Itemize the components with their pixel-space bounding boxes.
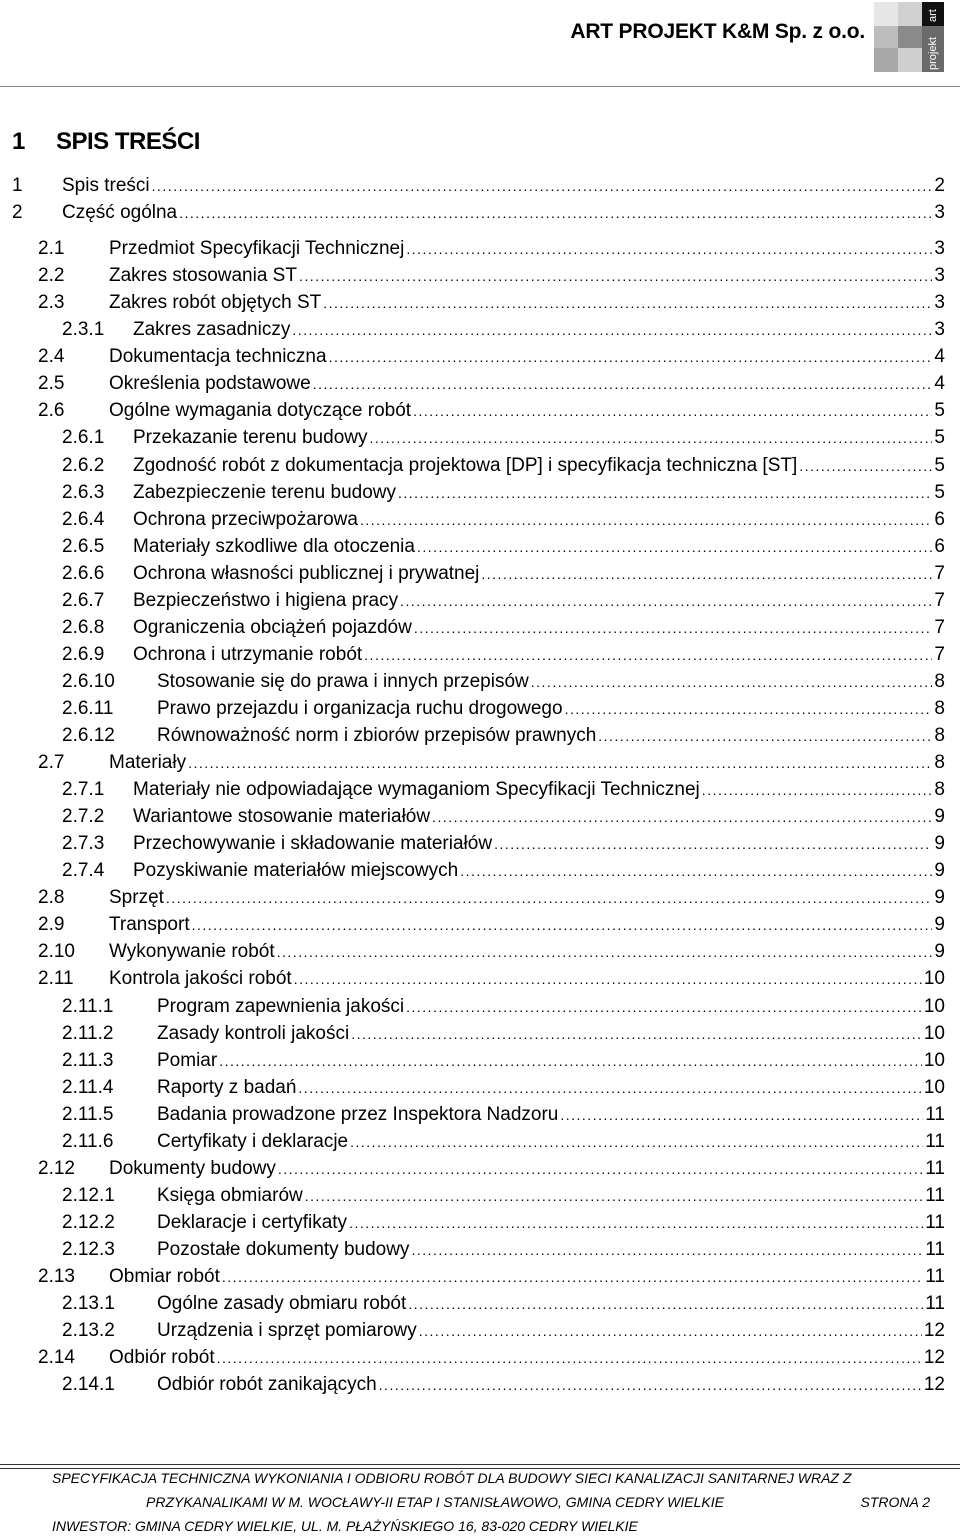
toc-entry-number: 2.12.3 xyxy=(62,1238,115,1260)
toc-entry[interactable] xyxy=(0,830,960,857)
toc-entry-page: 7 xyxy=(934,589,945,611)
toc-dot-leader xyxy=(413,398,932,425)
toc-entry[interactable] xyxy=(0,614,960,641)
toc-entry-title: Ogólne zasady obmiaru robót xyxy=(157,1293,407,1315)
toc-entry-number: 2.3 xyxy=(38,292,65,314)
toc-dot-leader xyxy=(417,534,932,561)
toc-dot-leader xyxy=(360,507,932,534)
toc-entry[interactable] xyxy=(0,722,960,749)
toc-entry-page: 4 xyxy=(934,373,945,395)
toc-entry-page: 3 xyxy=(934,319,945,341)
toc-dot-leader xyxy=(406,994,922,1021)
toc-entry[interactable] xyxy=(0,1101,960,1128)
toc-dot-leader xyxy=(702,777,933,804)
toc-entry[interactable] xyxy=(0,1263,960,1290)
toc-entry-number: 2.10 xyxy=(38,941,75,963)
footer-investor: INWESTOR: GMINA CEDRY WIELKIE, UL. M. PŁAŻYŃSKIEGO 16, 83-020 CEDRY WIELKIE xyxy=(52,1518,638,1534)
toc-entry[interactable] xyxy=(0,397,960,424)
toc-entry-page: 10 xyxy=(923,1022,945,1044)
toc-entry[interactable] xyxy=(0,533,960,560)
toc-dot-leader xyxy=(432,804,932,831)
toc-dot-leader xyxy=(278,1156,923,1183)
toc-entry-number: 2.6.3 xyxy=(62,481,105,503)
toc-entry-title: Księga obmiarów xyxy=(157,1184,303,1206)
toc-dot-leader xyxy=(217,1345,922,1372)
toc-entry-title: Wariantowe stosowanie materiałów xyxy=(133,806,431,828)
toc-entry-page: 7 xyxy=(934,643,945,665)
toc-dot-leader xyxy=(414,615,933,642)
toc-entry[interactable] xyxy=(0,199,960,226)
toc-entry-title: Przekazanie terenu budowy xyxy=(133,427,368,449)
toc-entry-title: Dokumentacja techniczna xyxy=(109,346,327,368)
toc-entry-title: Ograniczenia obciążeń pojazdów xyxy=(133,616,412,638)
toc-entry[interactable] xyxy=(0,370,960,397)
toc-entry-number: 2.14.1 xyxy=(62,1374,115,1396)
toc-entry-page: 4 xyxy=(934,346,945,368)
toc-entry-title: Zgodność robót z dokumentacja projektowa [DP] i specyfikacja techniczna [ST] xyxy=(133,454,798,476)
toc-entry[interactable] xyxy=(0,452,960,479)
toc-entry[interactable] xyxy=(0,1344,960,1371)
toc-dot-leader xyxy=(408,1291,923,1318)
toc-entry-title: Raporty z badań xyxy=(157,1076,297,1098)
toc-entry-number: 2.13.1 xyxy=(62,1293,115,1315)
toc-entry-title: Pozostałe dokumenty budowy xyxy=(157,1238,410,1260)
toc-entry-page: 10 xyxy=(923,1049,945,1071)
toc-entry[interactable] xyxy=(0,1209,960,1236)
toc-entry-number: 2.8 xyxy=(38,887,65,909)
toc-entry[interactable] xyxy=(0,749,960,776)
toc-entry[interactable] xyxy=(0,343,960,370)
toc-dot-leader xyxy=(329,344,933,371)
toc-entry-page: 3 xyxy=(934,202,945,224)
toc-entry-title: Ochrona własności publicznej i prywatnej xyxy=(133,562,480,584)
logo-word-art: art xyxy=(927,9,939,22)
toc-entry[interactable] xyxy=(0,262,960,289)
toc-dot-leader xyxy=(323,290,932,317)
toc-entry-page: 9 xyxy=(934,914,945,936)
company-logo xyxy=(874,2,946,72)
toc-entry-number: 2.7.4 xyxy=(62,860,105,882)
toc-dot-leader xyxy=(299,263,932,290)
company-name: ART PROJEKT K&M Sp. z o.o. xyxy=(570,20,865,43)
toc-entry[interactable] xyxy=(0,1371,960,1398)
toc-entry-page: 5 xyxy=(934,454,945,476)
toc-entry-number: 2 xyxy=(12,202,23,224)
toc-dot-leader xyxy=(166,885,933,912)
toc-entry-number: 2.6.1 xyxy=(62,427,105,449)
toc-entry-page: 11 xyxy=(925,1293,945,1315)
toc-entry[interactable] xyxy=(0,1047,960,1074)
toc-entry[interactable] xyxy=(0,695,960,722)
toc-dot-leader xyxy=(351,1021,922,1048)
footer-divider-2 xyxy=(0,1468,960,1469)
toc-entry-number: 2.3.1 xyxy=(62,319,105,341)
toc-entry-number: 2.12.1 xyxy=(62,1184,115,1206)
toc-entry-page: 12 xyxy=(923,1374,945,1396)
toc-entry-title: Badania prowadzone przez Inspektora Nadzoru xyxy=(157,1103,559,1125)
toc-entry[interactable] xyxy=(0,668,960,695)
toc-entry-page: 8 xyxy=(934,725,945,746)
toc-entry-title: Pozyskiwanie materiałów miejscowych xyxy=(133,860,459,882)
toc-dot-leader xyxy=(369,425,932,452)
toc-dot-leader xyxy=(565,696,933,723)
toc-entry-title: Wykonywanie robót xyxy=(109,941,275,963)
toc-entry-title: Ochrona przeciwpożarowa xyxy=(133,508,358,530)
toc-entry[interactable] xyxy=(0,424,960,451)
toc-entry-number: 2.6.11 xyxy=(62,697,114,719)
toc-entry[interactable] xyxy=(0,316,960,343)
toc-entry-page: 12 xyxy=(923,1347,945,1369)
toc-entry-number: 2.7.2 xyxy=(62,806,105,828)
toc-dot-leader xyxy=(349,1210,923,1237)
toc-entry-number: 2.11 xyxy=(38,968,74,990)
toc-entry-title: Zakres zasadniczy xyxy=(133,319,291,341)
toc-entry-title: Odbiór robót xyxy=(109,1347,215,1369)
toc-entry-page: 8 xyxy=(934,670,945,692)
toc-entry-title: Zasady kontroli jakości xyxy=(157,1022,350,1044)
toc-entry-page: 10 xyxy=(923,995,945,1017)
toc-entry-page: 11 xyxy=(925,1130,945,1152)
toc-entry-page: 3 xyxy=(934,292,945,314)
toc-entry[interactable] xyxy=(0,479,960,506)
toc-dot-leader xyxy=(598,723,932,750)
toc-entry-title: Program zapewnienia jakości xyxy=(157,995,405,1017)
toc-entry-title: Certyfikaty i deklaracje xyxy=(157,1130,349,1152)
toc-entry-page: 11 xyxy=(925,1184,945,1206)
toc-dot-leader xyxy=(379,1372,922,1399)
toc-entry-title: Dokumenty budowy xyxy=(109,1157,276,1179)
toc-dot-leader xyxy=(152,173,933,200)
toc-entry[interactable] xyxy=(0,506,960,533)
toc-entry-page: 11 xyxy=(925,1211,945,1233)
toc-entry-title: Ogólne wymagania dotyczące robót xyxy=(109,400,412,422)
toc-entry-number: 2.7.3 xyxy=(62,833,105,855)
toc-entry-title: Urządzenia i sprzęt pomiarowy xyxy=(157,1320,417,1342)
toc-dot-leader xyxy=(799,453,932,480)
toc-entry[interactable] xyxy=(0,1020,960,1047)
toc-entry[interactable] xyxy=(0,1290,960,1317)
toc-entry-number: 2.6.4 xyxy=(62,508,105,530)
page-header xyxy=(0,0,960,80)
toc-entry-number: 1 xyxy=(12,175,23,196)
toc-dot-leader xyxy=(298,1075,921,1102)
toc-entry-number: 2.7 xyxy=(38,752,65,774)
toc-entry-page: 11 xyxy=(925,1266,945,1287)
toc-entry-number: 2.6.8 xyxy=(62,616,105,638)
toc-dot-leader xyxy=(192,912,933,939)
toc-entry-title: Przedmiot Specyfikacji Technicznej xyxy=(109,238,405,260)
toc-entry-page: 7 xyxy=(934,562,945,584)
toc-entry-title: Deklaracje i certyfikaty xyxy=(157,1211,348,1233)
heading-number: 1 xyxy=(12,128,25,155)
toc-entry-page: 9 xyxy=(934,887,945,909)
toc-dot-leader xyxy=(222,1264,923,1291)
toc-entry[interactable] xyxy=(0,1128,960,1155)
page-footer xyxy=(0,1470,960,1538)
toc-entry[interactable] xyxy=(0,884,960,911)
toc-entry-number: 2.2 xyxy=(38,265,65,287)
toc-dot-leader xyxy=(179,200,932,227)
toc-dot-leader xyxy=(419,1318,922,1345)
footer-page-number: STRONA 2 xyxy=(860,1494,930,1510)
toc-dot-leader xyxy=(481,561,932,588)
toc-entry[interactable] xyxy=(0,857,960,884)
toc-entry-page: 9 xyxy=(934,860,945,882)
toc-dot-leader xyxy=(305,1183,924,1210)
toc-entry-title: Transport xyxy=(109,914,190,936)
toc-entry[interactable] xyxy=(0,911,960,938)
toc-dot-leader xyxy=(313,371,933,398)
logo-word-projekt: projekt xyxy=(927,36,939,70)
toc-dot-leader xyxy=(292,317,932,344)
toc-dot-leader xyxy=(406,236,932,263)
toc-entry-number: 2.6.2 xyxy=(62,454,105,476)
toc-entry-number: 2.12 xyxy=(38,1157,75,1179)
toc-entry-title: Prawo przejazdu i organizacja ruchu drogowego xyxy=(157,697,563,719)
toc-entry-title: Ochrona i utrzymanie robót xyxy=(133,643,363,665)
toc-entry-page: 9 xyxy=(934,833,945,855)
toc-entry[interactable] xyxy=(0,1155,960,1182)
toc-entry-title: Określenia podstawowe xyxy=(109,373,311,395)
header-divider xyxy=(0,86,960,87)
toc-entry-number: 2.13.2 xyxy=(62,1320,115,1342)
toc-entry-number: 2.11.2 xyxy=(62,1022,114,1044)
toc-entry-title: Materiały xyxy=(109,752,187,774)
toc-entry-number: 2.11.5 xyxy=(62,1103,114,1125)
toc-entry-page: 9 xyxy=(934,941,945,963)
toc-entry-number: 2.11.4 xyxy=(62,1076,114,1098)
toc-dot-leader xyxy=(294,966,922,993)
heading-title: SPIS TREŚCI xyxy=(56,128,200,155)
toc-entry-title: Przechowywanie i składowanie materiałów xyxy=(133,833,493,855)
toc-entry-page: 6 xyxy=(934,535,945,557)
toc-entry-number: 2.14 xyxy=(38,1347,75,1369)
toc-entry[interactable] xyxy=(0,803,960,830)
toc-entry-title: Zakres stosowania ST xyxy=(109,265,297,287)
toc-entry-number: 2.6.10 xyxy=(62,670,115,692)
toc-entry-number: 2.13 xyxy=(38,1266,75,1287)
toc-entry-number: 2.6.12 xyxy=(62,725,115,746)
toc-entry[interactable] xyxy=(0,560,960,587)
toc-dot-leader xyxy=(411,1237,923,1264)
toc-entry-title: Równoważność norm i zbiorów przepisów prawnych xyxy=(157,725,597,746)
toc-entry-number: 2.7.1 xyxy=(62,779,105,801)
toc-entry[interactable] xyxy=(0,776,960,803)
toc-entry-number: 2.6.5 xyxy=(62,535,105,557)
toc-entry-page: 8 xyxy=(934,752,945,774)
footer-title-line-1: SPECYFIKACJA TECHNICZNA WYKONIANIA I ODBIORU ROBÓT DLA BUDOWY SIECI KANALIZACJI SANITARNEJ WRAZ Z xyxy=(52,1470,852,1486)
toc-entry-title: Stosowanie się do prawa i innych przepisów xyxy=(157,670,529,692)
toc-dot-leader xyxy=(460,858,932,885)
toc-dot-leader xyxy=(400,588,932,615)
toc-entry-page: 10 xyxy=(923,968,945,990)
toc-entry-number: 2.12.2 xyxy=(62,1211,115,1233)
toc-entry-number: 2.6 xyxy=(38,400,65,422)
toc-entry-page: 5 xyxy=(934,400,945,422)
toc-entry-page: 10 xyxy=(923,1076,945,1098)
toc-entry-title: Obmiar robót xyxy=(109,1266,220,1287)
toc-entry-title: Zabezpieczenie terenu budowy xyxy=(133,481,397,503)
toc-entry[interactable] xyxy=(0,993,960,1020)
toc-dot-leader xyxy=(560,1102,923,1129)
footer-title-line-2: PRZYKANALIKAMI W M. WOCŁAWY-II ETAP I STANISŁAWOWO, GMINA CEDRY WIELKIE xyxy=(146,1494,724,1510)
toc-entry-number: 2.6.6 xyxy=(62,562,105,584)
toc-entry-page: 11 xyxy=(925,1238,945,1260)
toc-entry[interactable] xyxy=(0,172,960,199)
toc-entry-page: 9 xyxy=(934,806,945,828)
toc-dot-leader xyxy=(188,750,932,777)
toc-entry-title: Spis treści xyxy=(62,175,150,196)
toc-entry-number: 2.9 xyxy=(38,914,65,936)
toc-entry[interactable] xyxy=(0,1074,960,1101)
toc-entry-page: 8 xyxy=(934,697,945,719)
toc-entry-page: 8 xyxy=(934,779,945,801)
toc-entry-title: Materiały szkodliwe dla otoczenia xyxy=(133,535,415,557)
toc-entry-page: 5 xyxy=(934,481,945,503)
toc-entry-page: 3 xyxy=(934,265,945,287)
toc-entry-page: 11 xyxy=(925,1103,945,1125)
toc-entry-title: Zakres robót objętych ST xyxy=(109,292,322,314)
toc-entry-page: 3 xyxy=(934,238,945,260)
toc-dot-leader xyxy=(277,939,933,966)
toc-entry-number: 2.1 xyxy=(38,238,65,260)
toc-entry-number: 2.5 xyxy=(38,373,65,395)
toc-entry[interactable] xyxy=(0,965,960,992)
toc-entry-title: Kontrola jakości robót xyxy=(109,968,292,990)
toc-dot-leader xyxy=(364,642,932,669)
toc-entry-number: 2.11.1 xyxy=(62,995,114,1017)
toc-entry-page: 12 xyxy=(923,1320,945,1342)
toc-entry[interactable] xyxy=(0,235,960,262)
toc-dot-leader xyxy=(398,480,932,507)
footer-divider xyxy=(0,1464,960,1465)
toc-dot-leader xyxy=(350,1129,923,1156)
toc-entry-page: 5 xyxy=(934,427,945,449)
toc-dot-leader xyxy=(531,669,933,696)
toc-entry-page: 2 xyxy=(934,175,945,196)
toc-entry-title: Sprzęt xyxy=(109,887,164,909)
toc-entry-title: Część ogólna xyxy=(62,202,178,224)
toc-entry[interactable] xyxy=(0,1182,960,1209)
toc-entry-number: 2.6.9 xyxy=(62,643,105,665)
toc-heading xyxy=(12,128,200,156)
toc-entry-page: 7 xyxy=(934,616,945,638)
toc-entry[interactable] xyxy=(0,289,960,316)
toc-entry-title: Pomiar xyxy=(157,1049,218,1071)
toc-entry-number: 2.11.3 xyxy=(62,1049,114,1071)
toc-entry[interactable] xyxy=(0,587,960,614)
toc-entry[interactable] xyxy=(0,1317,960,1344)
toc-entry-number: 2.11.6 xyxy=(62,1130,114,1152)
toc-entry-page: 11 xyxy=(925,1157,945,1179)
toc-entry-number: 2.4 xyxy=(38,346,65,368)
toc-entry-number: 2.6.7 xyxy=(62,589,105,611)
toc-entry[interactable] xyxy=(0,641,960,668)
toc-dot-leader xyxy=(494,831,932,858)
toc-entry-title: Bezpieczeństwo i higiena pracy xyxy=(133,589,399,611)
toc-entry[interactable] xyxy=(0,1236,960,1263)
toc-entry[interactable] xyxy=(0,938,960,965)
toc-entry-title: Materiały nie odpowiadające wymaganiom Specyfikacji Technicznej xyxy=(133,779,700,801)
toc-entry-title: Odbiór robót zanikających xyxy=(157,1374,377,1396)
toc-entry-page: 6 xyxy=(934,508,945,530)
toc-dot-leader xyxy=(219,1048,922,1075)
